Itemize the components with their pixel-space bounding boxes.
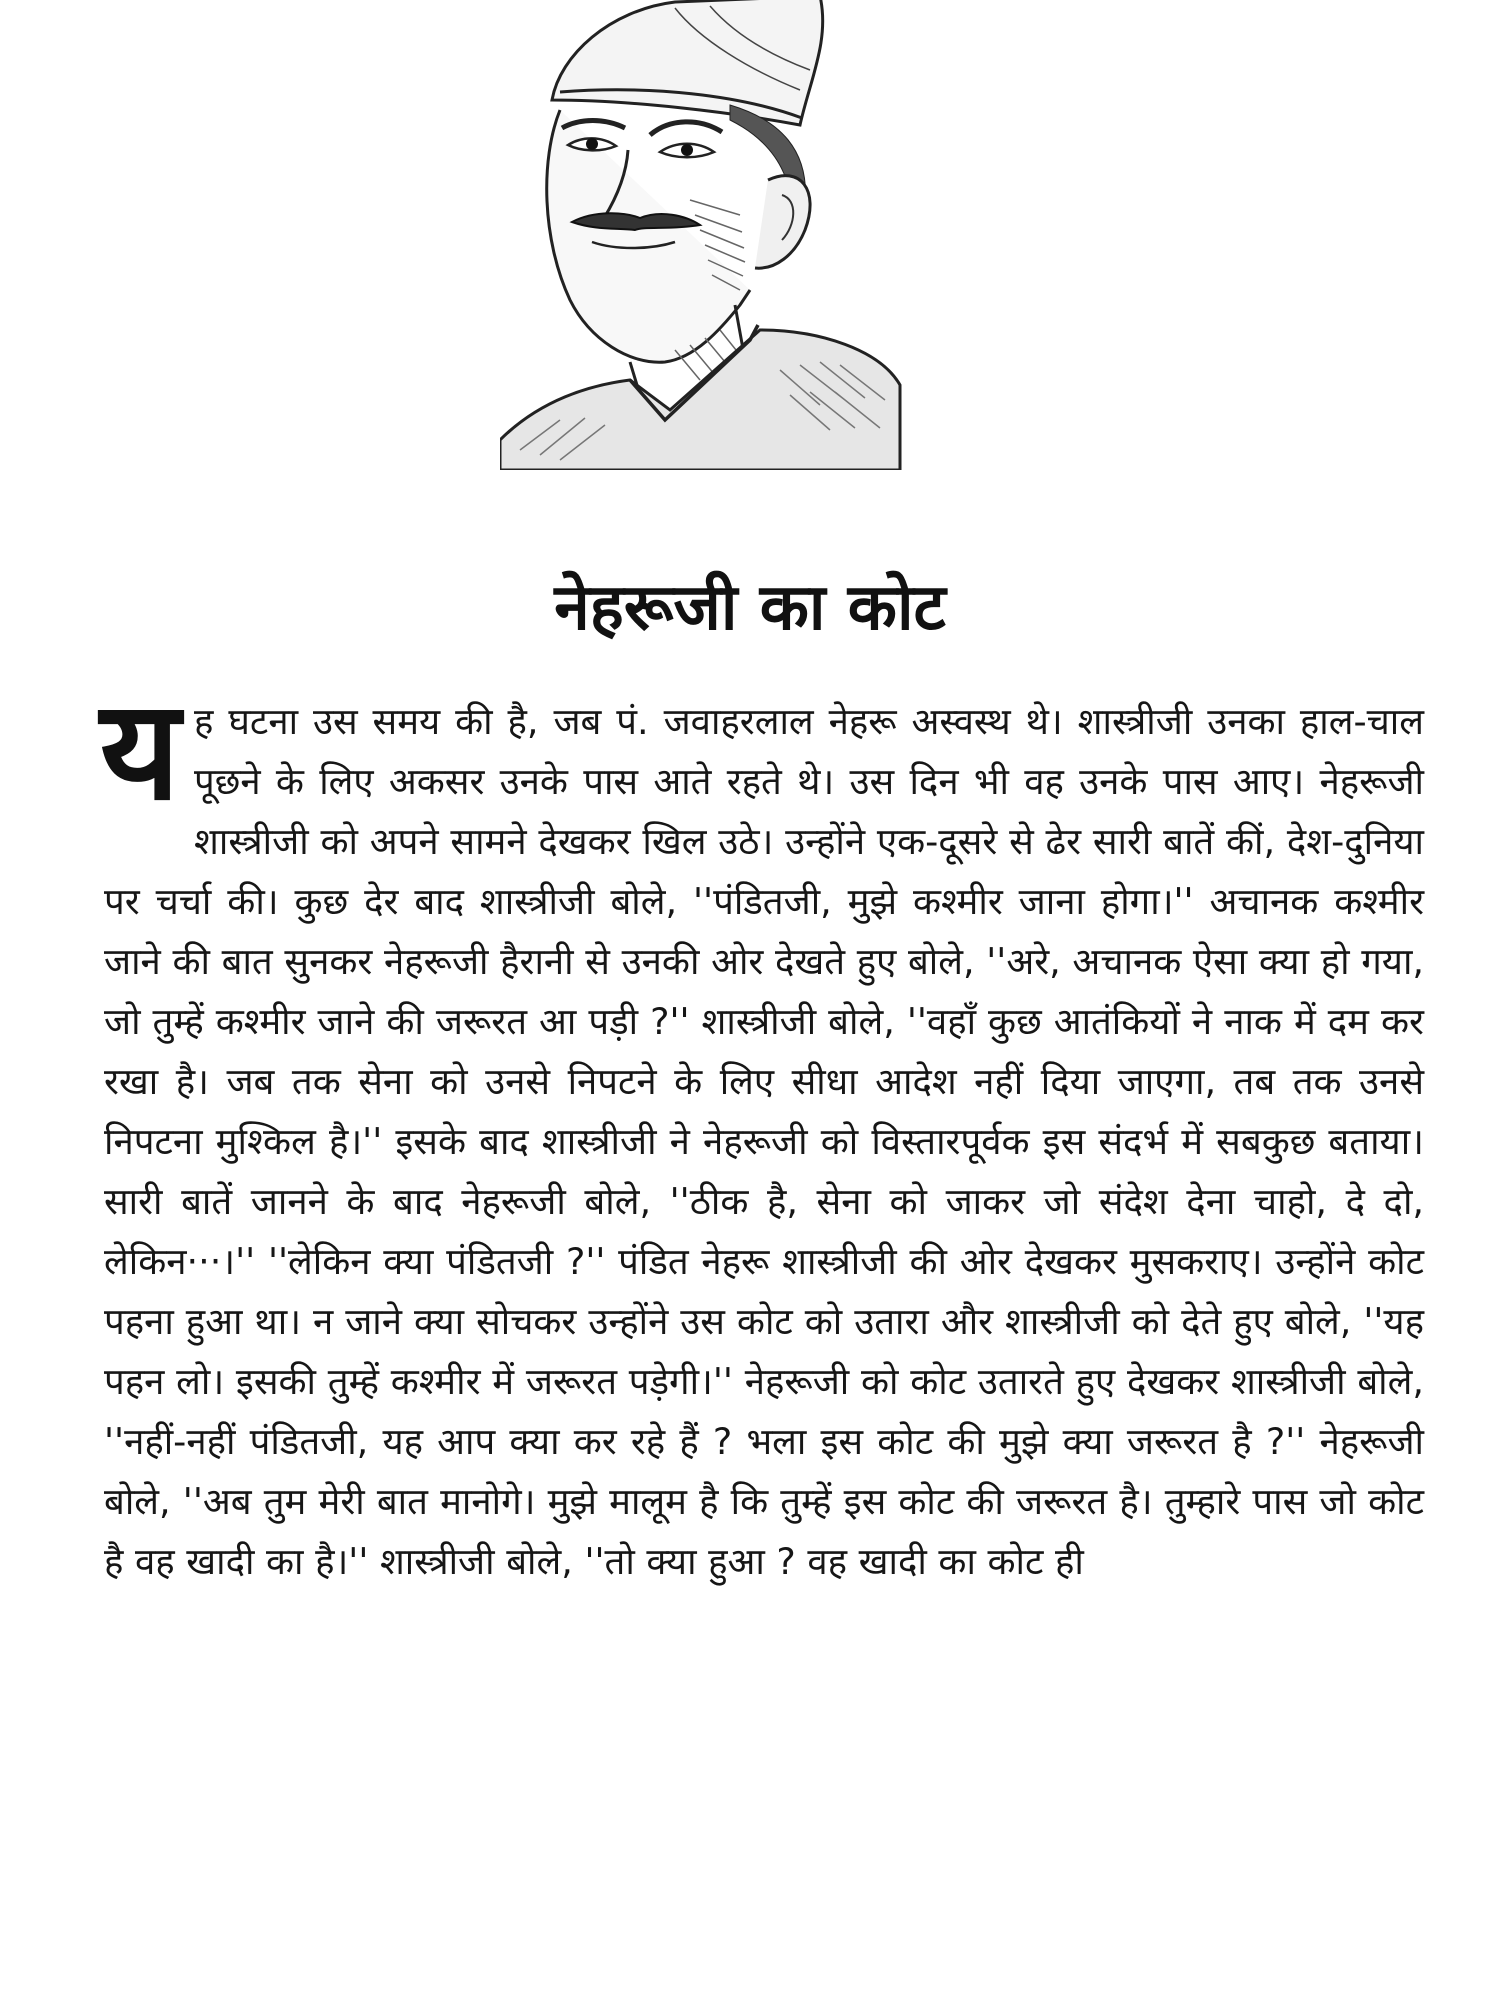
portrait-illustration — [500, 0, 1020, 470]
eyebrow-right — [650, 122, 722, 135]
ear-shape — [755, 176, 810, 269]
cap-shape — [552, 0, 823, 125]
story-paragraph: ह घटना उस समय की है, जब पं. जवाहरलाल नेहरू अस्वस्थ थे। शास्त्रीजी उनका हाल-चाल पूछने के लिए अकसर उनके पास आते रहते थे। उस दिन भी वह उनके पास आए। नेहरूजी शास्त्रीजी को अपने सामने देखकर खिल उठे। उन्होंने एक-दूसरे से ढेर सारी बातें कीं, देश-दुनिया पर चर्चा की। कुछ देर बाद शास्त्रीजी बोले, ''पंडितजी, मुझे कश्मीर जाना होगा।'' अचानक कश्मीर जाने की बात सुनकर नेहरूजी हैरानी से उनकी ओर देखते हुए बोले, ''अरे, अचानक ऐसा क्या हो गया, जो तुम्हें कश्मीर जाने की जरूरत आ पड़ी ?'' शास्त्रीजी बोले, ''वहाँ कुछ आतंकियों ने नाक में दम कर रखा है। जब तक सेना को उनसे निपटने के लिए सीधा आदेश नहीं दिया जाएगा, तब तक उनसे निपटना मुश्किल है।'' इसके बाद शास्त्रीजी ने नेहरूजी को विस्तारपूर्वक इस संदर्भ में सबकुछ बताया। सारी बातें जानने के बाद नेहरूजी बोले, ''ठीक है, सेना को जाकर जो संदेश देना चाहो, दे दो, लेकिन···।'' ''लेकिन क्या पंडितजी ?'' पंडित नेहरू शास्त्रीजी की ओर देखकर मुसकराए। उन्होंने कोट पहना हुआ था। न जाने क्या सोचकर उन्होंने उस कोट को उतारा और शास्त्रीजी को देते हुए बोले, ''यह पहन लो। इसकी तुम्हें कश्मीर में जरूरत पड़ेगी।'' नेहरूजी को कोट उतारते हुए देखकर शास्त्रीजी बोले, ''नहीं-नहीं पंडितजी, यह आप क्या कर रहे हैं ? भला इस कोट की मुझे क्या जरूरत है ?'' नेहरूजी बोले, ''अब तुम मेरी बात मानोगे। मुझे मालूम है कि तुम्हें इस कोट की जरूरत है। तुम्हारे पास जो कोट है वह खादी का है।'' शास्त्रीजी बोले, ''तो क्या हुआ ? वह खादी का कोट ही — [104, 700, 1424, 1583]
moustache-shape — [572, 213, 700, 230]
story-title: नेहरूजी का कोट — [554, 571, 946, 645]
story-body — [100, 670, 1424, 1982]
kurta-shape — [500, 330, 900, 470]
pupil-left — [586, 138, 598, 150]
pupil-right — [681, 144, 693, 156]
drop-cap: य — [100, 670, 181, 831]
